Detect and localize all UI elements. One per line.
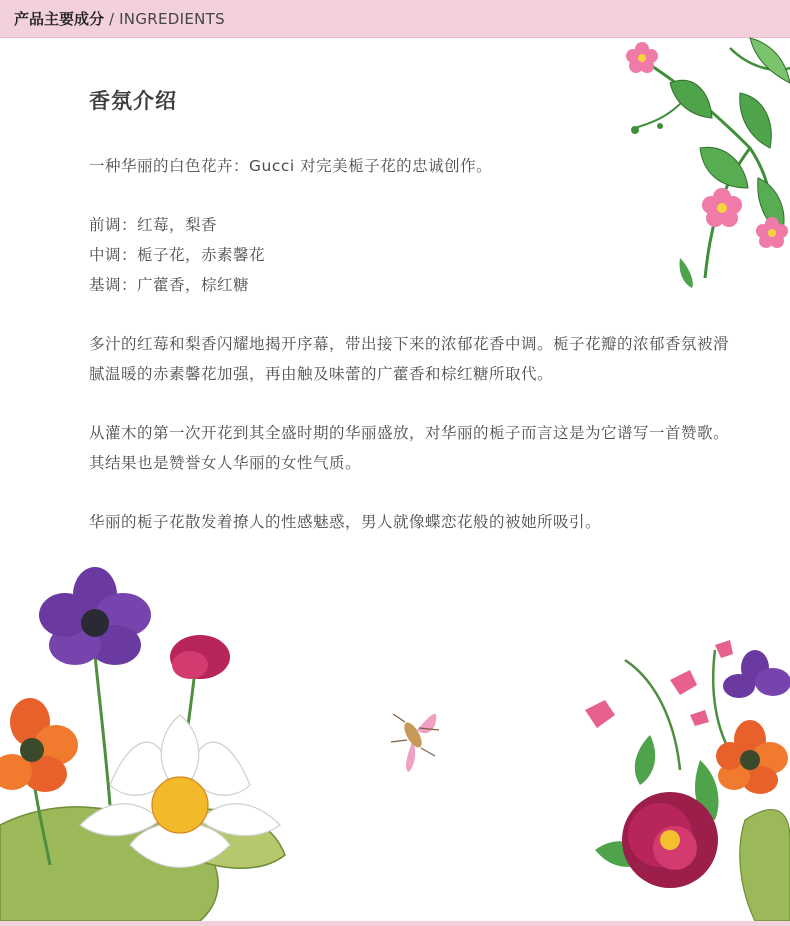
description-paragraph-2: 从灌木的第一次开花到其全盛时期的华丽盛放，对华丽的栀子而言这是为它谱写一首赞歌。其结果也是赞誉女人华丽的女性气质。 [89, 424, 730, 472]
section-title: 香氛介绍 [89, 89, 177, 113]
description-paragraph-3: 华丽的栀子花散发着撩人的性感魅惑，男人就像蝶恋花般的被她所吸引。 [89, 513, 602, 531]
header-bar [0, 0, 790, 38]
rose-anemone-illustration [575, 640, 790, 921]
intro-paragraph: 一种华丽的白色花卉：Gucci 对完美栀子花的忠诚创作。 [89, 157, 493, 175]
middle-notes: 中调：栀子花，赤素馨花 [89, 246, 266, 264]
insect-illustration [385, 700, 445, 780]
header-title-cn: 产品主要成分 [14, 10, 105, 28]
base-notes: 基调：广藿香，棕红糖 [89, 276, 250, 294]
header-title-en: INGREDIENTS [119, 9, 225, 28]
anemone-lotus-illustration [0, 575, 290, 921]
description-paragraph-1: 多汁的红莓和梨香闪耀地揭开序幕，带出接下来的浓郁花香中调。栀子花瓣的浓郁香氛被滑腻温暖的赤素馨花加强，再由触及味蕾的广藿香和棕红糖所取代。 [89, 335, 730, 383]
top-notes: 前调：红莓，梨香 [89, 216, 218, 234]
footer-bar [0, 921, 790, 926]
header-separator: / [109, 9, 115, 28]
fragrance-notes [89, 210, 729, 300]
fragrance-intro-section [89, 85, 729, 566]
